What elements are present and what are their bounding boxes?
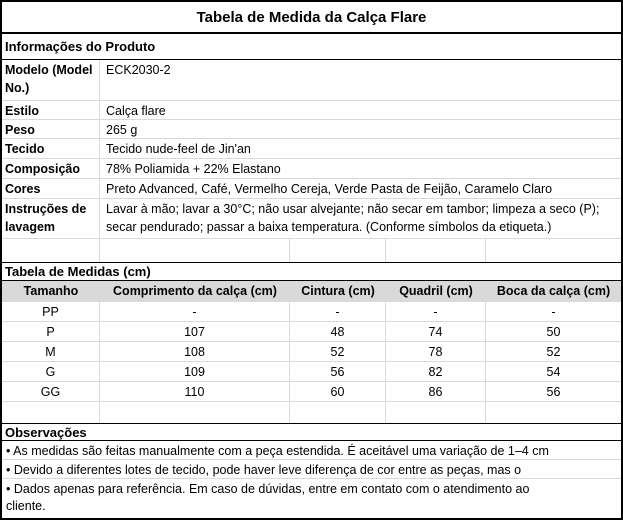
table-cell: P	[2, 322, 100, 341]
table-cell: 110	[100, 382, 290, 401]
table-cell: 48	[290, 322, 386, 341]
info-row-cores	[2, 179, 621, 199]
info-label-lavagem: Instruções de lavagem	[2, 199, 100, 238]
table-cell: -	[290, 302, 386, 321]
column-header-tamanho: Tamanho	[23, 284, 79, 298]
table-cell: -	[551, 304, 556, 319]
info-row-modelo	[2, 60, 621, 101]
table-row-pp	[2, 302, 621, 322]
table-cell: -	[100, 302, 290, 321]
table-cell: GG	[2, 382, 100, 401]
table-cell: G	[2, 362, 100, 381]
info-row-tecido	[2, 139, 621, 159]
table-cell: 52	[290, 342, 386, 361]
table-cell: 86	[386, 382, 486, 401]
column-header-quadril: Quadril (cm)	[399, 284, 473, 298]
info-label-peso: Peso	[2, 120, 100, 138]
table-cell: 107	[100, 322, 290, 341]
spacer-cell	[486, 402, 621, 423]
table-cell: 52	[546, 344, 561, 359]
spacer-cell	[486, 239, 621, 262]
info-value-lavagem: Lavar à mão; lavar a 30°C; não usar alvejante; não secar em tambor; limpeza a seco (P); secar pendurado; passar a baixa temperatura. (Conforme símbolos da etiqueta.)	[106, 202, 600, 234]
table-cell: 56	[546, 384, 561, 399]
info-value-peso: 265 g	[106, 123, 138, 137]
page-title: Tabela de Medida da Calça Flare	[2, 2, 621, 34]
column-header-cintura: Cintura (cm)	[301, 284, 375, 298]
info-label-tecido: Tecido	[2, 139, 100, 158]
note-text: • Dados apenas para referência. Em caso de dúvidas, entre em contato com o atendimento ao cliente.	[6, 482, 530, 513]
table-cell: -	[386, 302, 486, 321]
info-value-estilo: Calça flare	[106, 104, 166, 118]
note-item	[2, 441, 621, 460]
spacer-cell	[290, 239, 386, 262]
notes-heading: Observações	[2, 424, 621, 441]
note-text: • Devido a diferentes lotes de tecido, pode haver leve diferença de cor entre as peças, mas o	[6, 463, 522, 477]
note-item	[2, 479, 621, 519]
info-value-tecido: Tecido nude-feel de Jin'an	[106, 142, 251, 156]
spacer-cell	[2, 239, 100, 262]
spacer-row	[2, 402, 621, 424]
table-cell: 56	[290, 362, 386, 381]
spacer-row	[2, 239, 621, 263]
info-label-composicao: Composição	[2, 159, 100, 178]
table-cell: 74	[386, 322, 486, 341]
spacer-cell	[100, 239, 290, 262]
table-row-p	[2, 322, 621, 342]
table-cell: 82	[386, 362, 486, 381]
info-value-cores: Preto Advanced, Café, Vermelho Cereja, Verde Pasta de Feijão, Caramelo Claro	[106, 182, 553, 196]
table-cell: M	[2, 342, 100, 361]
spacer-cell	[386, 402, 486, 423]
note-item	[2, 460, 621, 479]
table-cell: 60	[290, 382, 386, 401]
spacer-cell	[290, 402, 386, 423]
table-row-g	[2, 362, 621, 382]
spacer-cell	[386, 239, 486, 262]
size-table-header-row	[2, 281, 621, 302]
info-row-composicao	[2, 159, 621, 179]
product-info-heading: Informações do Produto	[2, 34, 621, 60]
column-header-comprimento: Comprimento da calça (cm)	[113, 284, 277, 298]
note-text: • As medidas são feitas manualmente com a peça estendida. É aceitável uma variação de 1–4 cm	[6, 444, 549, 458]
table-cell: PP	[2, 302, 100, 321]
table-cell: 109	[100, 362, 290, 381]
spacer-cell	[2, 402, 100, 423]
table-row-gg	[2, 382, 621, 402]
info-row-peso	[2, 120, 621, 139]
info-label-estilo: Estilo	[2, 101, 100, 119]
info-label-modelo: Modelo (Model No.)	[2, 60, 100, 100]
table-cell: 50	[546, 324, 561, 339]
column-header-boca: Boca da calça (cm)	[496, 284, 611, 298]
table-cell: 108	[100, 342, 290, 361]
info-label-cores: Cores	[2, 179, 100, 198]
table-cell: 78	[386, 342, 486, 361]
info-value-composicao: 78% Poliamida + 22% Elastano	[106, 162, 281, 176]
info-value-modelo: ECK2030-2	[106, 63, 171, 77]
size-table-heading: Tabela de Medidas (cm)	[2, 263, 621, 281]
table-cell: 54	[546, 364, 561, 379]
info-row-lavagem	[2, 199, 621, 239]
info-row-estilo	[2, 101, 621, 120]
table-row-m	[2, 342, 621, 362]
spacer-cell	[100, 402, 290, 423]
